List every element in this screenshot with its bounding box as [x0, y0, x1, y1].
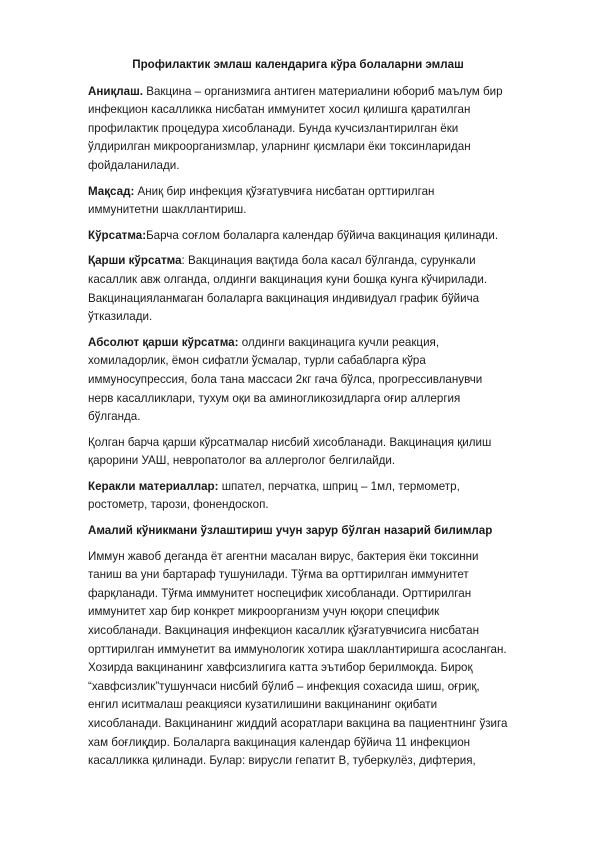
paragraph-relative-contraindication [88, 434, 508, 471]
document-title: Профилактик эмлаш календарига кўра болаларни эмлаш [132, 58, 464, 71]
paragraph-contraindication [88, 252, 508, 326]
paragraph-text: олдинги вакцинацига кучли реакция, хомиладорлик, ёмон сифатли ўсмалар, турли сабабларга кўра иммуносупрессия, бола тана массаси 2кг гача бўлса, прогрессивланувчи нерв касалликлари, тухум оқи ва аминогликозидларга оғир аллергия бўлганда. [88, 335, 483, 424]
paragraph-label: Мақсад: [88, 184, 135, 198]
paragraph-text: Қолган барча қарши кўрсатмалар нисбий хисобланади. Вакцинация қилиш қарорини УАШ, невропатолог ва аллерголог белгилайди. [88, 435, 492, 468]
paragraph-materials [88, 478, 508, 515]
paragraph-goal [88, 183, 508, 220]
section-heading: Амалий кўникмани ўзлаштириш учун зарур бўлган назарий билимлар [88, 524, 493, 538]
paragraph-label: Кўрсатма: [88, 228, 147, 242]
paragraph-text: шпател, перчатка, шприц – 1мл, термометр, ростометр, тарози, фонендоскоп. [88, 479, 460, 512]
paragraph-text: Барча соғлом болаларга календар бўйича вакцинация қилинади. [146, 228, 499, 242]
paragraph-indication [88, 227, 508, 246]
paragraph-text: : Вакцинация вақтида бола касал бўлганда, сурункали касаллик авж олганда, олдинги вакцинация куни бошқа кунга кўчирилади. Вакцинацияланмаган болаларга вакцинация индивидуал график бўйича ўтказилади. [88, 254, 488, 324]
paragraph-text: Вакцина – организмига антиген материалини юбориб маълум бир инфекцион касалликка нисбатан иммунитет хосил қилишга қаратилган профилактик процедура хисобланади. Бунда кучсизлантирилган ёки ўлдирилган микроорганизмлар, уларнинг қисмлари ёки токсинларидан фойдаланилади. [88, 84, 503, 172]
paragraph-definition [88, 83, 508, 176]
paragraph-text: Аниқ бир инфекция қўзғатувчиға нисбатан орттирилган иммунитетни шакллантириш. [88, 184, 435, 217]
paragraph-absolute-contraindication [88, 334, 508, 427]
paragraph-label: Қарши кўрсатма [88, 254, 182, 268]
paragraph-label: Аниқлаш. [88, 84, 144, 98]
paragraph-label: Керакли материаллар: [88, 479, 219, 493]
body-paragraph: Иммун жавоб деганда ёт агентни масалан вирус, бактерия ёки токсинни таниш ва уни бартараф тушунилади. Тўғма ва орттирилган иммунитет фарқланади. Тўғма иммунитет носпецифик хисобланади. Орттирилган иммунитет хар бир конкрет микроорганизм учун юқори специфик хисобланади. Вакцинация инфекцион касаллик қўзғатувчисига нисбатан орттирилган иммунетит ва иммунологик хотира шакллантиришга асосланган. Хозирда вакцинанинг хавфсизлигига катта эътибор берилмоқда. Бироқ “хавфсизлик”тушунчаси нисбий бўлиб – инфекция сохасида шиш, оғриқ, енгил иситмалаш реакцияси кузатилишини вакцинанинг оқибати хисобланади. Вакцинанинг жиддий асоратлари вакцина ва пациентнинг ўзига хам боғлиқдир. Болаларга вакцинация календар бўйича 11 инфекцион касалликка қилинади. Булар: вирусли гепатит В, туберкулёз, дифтерия, [88, 549, 508, 768]
paragraph-label: Абсолют қарши кўрсатма: [88, 335, 239, 349]
